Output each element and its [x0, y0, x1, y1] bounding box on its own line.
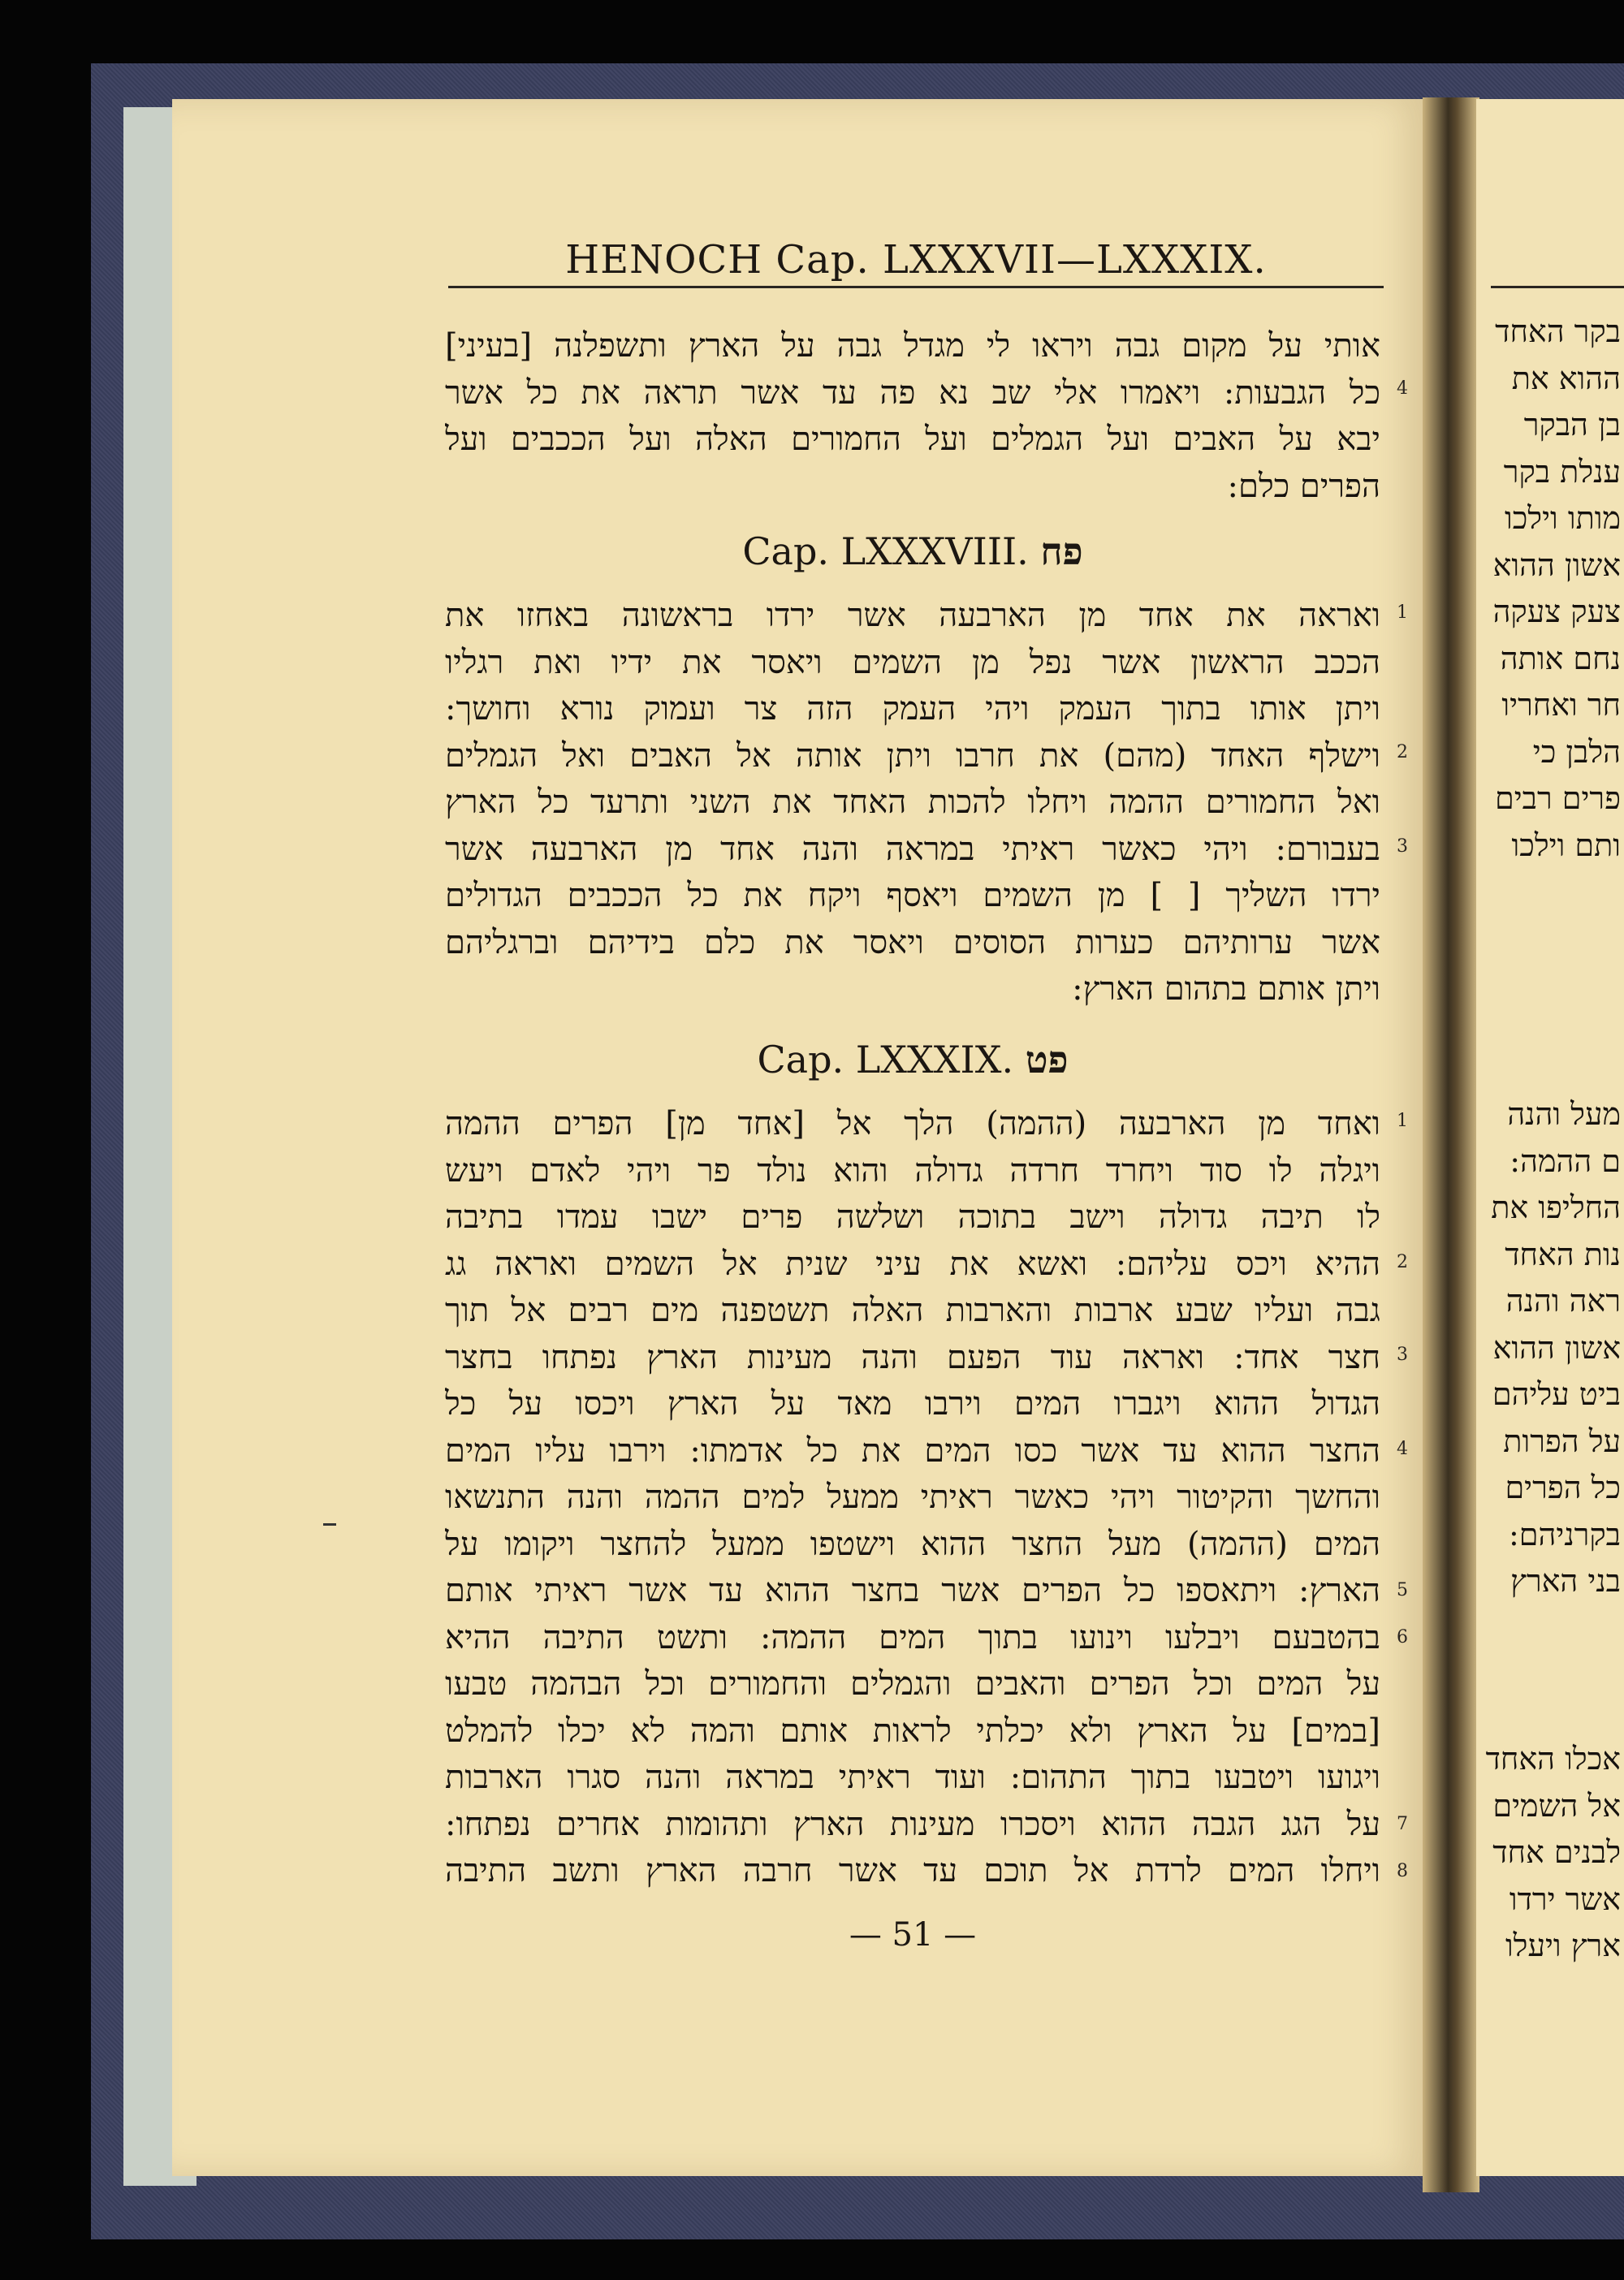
text-line: בהטבעם ויבלעו וינועו בתוך המים ההמה: ותשט התיבה ההיא: [445, 1618, 1380, 1656]
facing-header-rule: [1491, 286, 1624, 288]
text-line: ויתן אותו בתוך העמק ויהי העמק הזה צר ועמוק נורא וחושך:: [445, 690, 1380, 728]
facing-text-block-1: [1476, 309, 1624, 869]
text-line: על הגג הגבה ההוא ויסכרו מעינות הארץ ותהומות אחרים נפתחו:: [445, 1805, 1380, 1843]
facing-text-block-2: [1476, 1091, 1624, 1605]
facing-line: בקרניהם:: [1508, 1516, 1621, 1552]
facing-line: ההוא את: [1511, 360, 1621, 396]
page-number: — 51 —: [849, 1916, 977, 1954]
text-line: ירדו השליך [ ] מן השמים ויאסף ויקח את כל הככבים הגדולים: [445, 877, 1380, 914]
facing-line: אשון ההוא: [1492, 1329, 1621, 1366]
facing-line: צעק צעקה: [1492, 594, 1621, 629]
facing-line: אכלו האחד: [1485, 1741, 1621, 1777]
text-line: גבה ועליו שבע ארבות והארבות האלה תשטפנה מים רבים אל תוך: [445, 1292, 1380, 1329]
facing-line: מעל והנה: [1507, 1096, 1621, 1132]
verse-number: 6: [1397, 1627, 1408, 1647]
text-line: והחשך והקיטור ויהי כאשר ראיתי ממעל למים ההמה והנה התנשאו: [445, 1479, 1380, 1516]
text-line: הגדול ההוא ויגברו המים וירבו מאד על הארץ ויכסו על כל: [445, 1385, 1380, 1423]
text-line: כל הגבעות: ויאמרו אלי שב נא פה עד אשר תראה את כל אשר: [445, 374, 1380, 412]
text-line: אותי על מקום גבה ויראו לי מגדל גבה על הארץ ותשפלנה [בעיני]: [445, 327, 1380, 365]
chapter-heading-latin: Cap. LXXXVIII.: [742, 529, 1029, 573]
facing-text-block-3: [1476, 1736, 1624, 1970]
running-head: HENOCH Cap. LXXXVII—LXXXIX.: [565, 237, 1267, 283]
facing-line: החליפו את: [1491, 1190, 1621, 1225]
facing-line: ענלת בקר: [1503, 453, 1621, 490]
margin-mark: [323, 1523, 336, 1526]
facing-line: על הפרות: [1503, 1423, 1621, 1459]
facing-line: ם ההמה:: [1510, 1142, 1621, 1179]
text-line: ואל החמורים ההמה ויחלו להכות האחד את השני ותרעד כל הארץ: [445, 784, 1380, 821]
facing-line: ביט עליהם: [1492, 1376, 1621, 1412]
text-block-cap-89: [445, 1101, 1380, 1895]
text-line: הארץ: ויתאספו כל הפרים אשר בחצר ההוא עד אשר ראיתי אותם: [445, 1572, 1380, 1609]
chapter-heading-89: [445, 1038, 1380, 1082]
facing-line: נחם אותה: [1500, 640, 1621, 676]
text-line: אשר ערותיהם כערות הסוסים ויאסר את כלם בידיהם וברגליהם: [445, 923, 1380, 961]
header-rule: [448, 286, 1384, 288]
chapter-heading-hebrew: פט: [1025, 1038, 1069, 1082]
verse-number: 5: [1397, 1580, 1408, 1600]
facing-line: הלבן כי: [1532, 733, 1621, 770]
verse-number: 2: [1397, 1252, 1408, 1272]
facing-line: אשון ההוא: [1492, 546, 1621, 583]
facing-line: נות האחד: [1505, 1236, 1621, 1272]
text-line: ואחד מן הארבעה (ההמה) הלך אל [אחד מן] הפרים ההמה: [445, 1105, 1380, 1142]
text-line: [במים] על הארץ ולא יכלתי לראות אותם והמה לא יכלו להמלט: [445, 1712, 1380, 1750]
verse-number: 4: [1397, 1439, 1408, 1459]
facing-line: כל הפרים: [1505, 1470, 1621, 1505]
text-line: ויתן אותם בתהום הארץ:: [1072, 970, 1380, 1008]
text-line: יבא על האבים ועל הגמלים ועל החמורים האלה ועל הככבים ועל: [445, 421, 1380, 458]
text-line: ויגלה לו סוד ויחרד חרדה גדולה והוא נולד פר ויהי לאדם ויעש: [445, 1151, 1380, 1190]
text-line: החצר ההוא עד אשר כסו המים את כל אדמתו: וירבו עליו המים: [445, 1431, 1380, 1470]
verse-number: 3: [1397, 836, 1408, 857]
text-line: על המים וכל הפרים והאבים והגמלים והחמורים וכל הבהמה טבעו: [445, 1665, 1380, 1703]
facing-line: אל השמים: [1492, 1787, 1621, 1824]
text-line: וישלף האחד (מהם) את חרבו ויתן אותה אל האבים ואל הגמלים: [445, 736, 1380, 775]
text-line: ההיא ויכס עליהם: ואשא את עיני שנית אל השמים ואראה גג: [445, 1245, 1380, 1283]
text-line: ויגועו ויטבעו בתוך התהום: ועוד ראיתי במראה והנה סגרו הארבות: [445, 1759, 1380, 1796]
text-line: הפרים כלם:: [1227, 467, 1380, 505]
facing-line: בן הבקר: [1523, 407, 1621, 443]
facing-line: פרים רבים: [1495, 780, 1621, 816]
text-line: חצר אחד: ואראה עוד הפעם והנה מעינות הארץ נפתחו בחצר: [445, 1338, 1380, 1376]
book-gutter: [1423, 97, 1479, 2192]
facing-line: ראה והנה: [1505, 1283, 1621, 1319]
text-line: המים (ההמה) מעל החצר ההוא וישטפו ממעל להחצר ויקומו על: [445, 1525, 1380, 1563]
chapter-heading-hebrew: פח: [1040, 529, 1083, 573]
facing-line: מותו וילכו: [1505, 500, 1621, 536]
text-block-cap-88: [445, 593, 1380, 1013]
facing-page: [1476, 99, 1624, 2176]
facing-line: אשר ירדו: [1509, 1881, 1621, 1917]
verse-number: 2: [1397, 742, 1408, 762]
text-line: הככב הראשון אשר נפל מן השמים ויאסר את ידיו ואת רגליו: [445, 643, 1380, 681]
facing-line: ותם וילכו: [1511, 827, 1621, 863]
facing-line: בקר האחד: [1495, 313, 1621, 349]
text-line: לו תיבה גדולה וישב בתוכה ושלשה פרים ישבו עמדו בתיבה: [445, 1198, 1380, 1236]
facing-line: חר ואחריו: [1501, 687, 1621, 723]
text-line: ויחלו המים לרדת אל תוכם עד אשר חרבה הארץ ותשב התיבה: [445, 1852, 1380, 1889]
text-block-cap-87-end: [445, 323, 1380, 510]
verse-number: 4: [1397, 378, 1408, 399]
verse-number: 7: [1397, 1814, 1408, 1834]
facing-line: בני הארץ: [1510, 1563, 1621, 1599]
verse-number: 1: [1397, 602, 1408, 623]
chapter-heading-88: [445, 529, 1380, 573]
verse-number: 3: [1397, 1345, 1408, 1365]
chapter-heading-latin: Cap. LXXXIX.: [757, 1038, 1014, 1082]
text-line: ואראה את אחד מן הארבעה אשר ירדו בראשונה באחזו את: [445, 597, 1380, 634]
facing-line: ארץ ויעלו: [1505, 1928, 1621, 1963]
verse-number: 1: [1397, 1111, 1408, 1131]
verse-number: 8: [1397, 1861, 1408, 1881]
text-line: בעבורם: ויהי כאשר ראיתי במראה והנה אחד מן הארבעה אשר: [445, 830, 1380, 868]
facing-line: לבנים אחד: [1492, 1834, 1621, 1870]
